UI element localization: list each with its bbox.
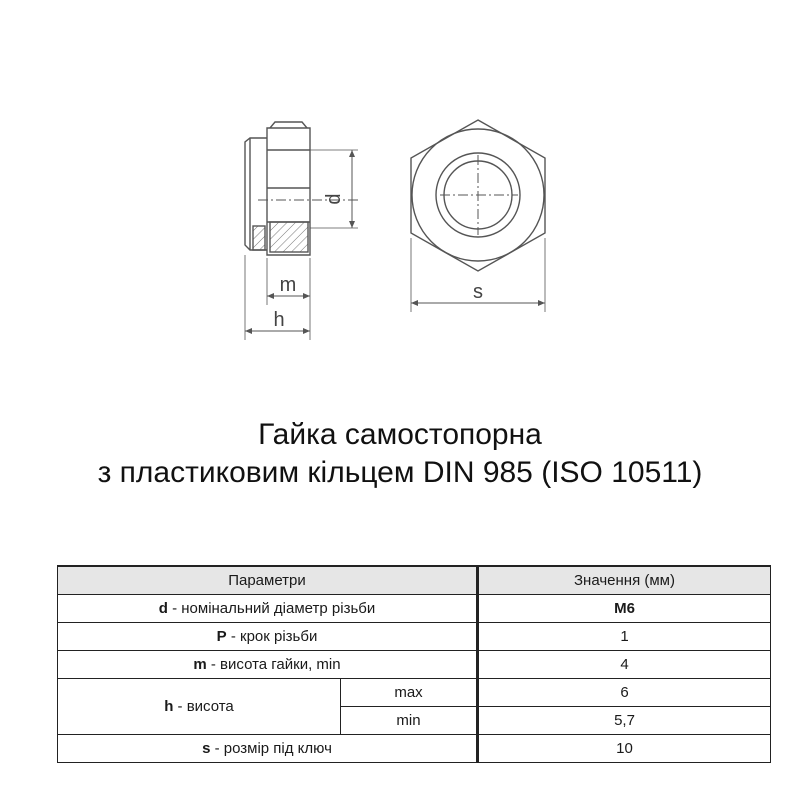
subparam-cell: max [341, 679, 478, 707]
table-header-row [58, 566, 771, 595]
value-cell [478, 595, 771, 623]
table-row [58, 651, 771, 679]
value-cell: 6 [478, 679, 771, 707]
title-line-1: Гайка самостопорна [258, 418, 542, 451]
dimension-label-h: h [273, 309, 285, 331]
param-cell [58, 651, 478, 679]
table-row [58, 735, 771, 763]
param-cell [58, 735, 478, 763]
table-row [58, 595, 771, 623]
dimension-label-s: s [473, 281, 483, 303]
value-cell: 4 [478, 651, 771, 679]
param-desc: - номінальний діаметр різьби [167, 600, 376, 617]
spec-table [57, 565, 771, 763]
param-symbol: s [202, 740, 211, 757]
header-parameters: Параметри [58, 566, 478, 595]
subparam-cell: min [341, 707, 478, 735]
title-line-2: з пластиковим кільцем DIN 985 (ISO 10511) [97, 456, 703, 489]
nut-side-view [245, 122, 360, 340]
value-cell: 1 [478, 623, 771, 651]
param-cell [58, 679, 341, 735]
dimension-label-d: d [323, 193, 345, 205]
param-desc: - крок різьби [226, 628, 318, 645]
param-cell [58, 595, 478, 623]
param-symbol: m [193, 656, 207, 673]
param-symbol: P [216, 628, 227, 645]
param-symbol: d [158, 600, 168, 617]
param-cell [58, 623, 478, 651]
value-cell: 5,7 [478, 707, 771, 735]
product-title [0, 416, 800, 492]
table-row [58, 623, 771, 651]
param-desc: - висота гайки, min [206, 656, 341, 673]
dimension-label-m: m [279, 274, 297, 296]
table-row [58, 679, 771, 707]
param-symbol: h [164, 698, 174, 715]
header-values: Значення (мм) [478, 566, 771, 595]
param-desc: - розмір під ключ [210, 740, 332, 757]
param-desc: - висота [173, 698, 234, 715]
value-text: M6 [614, 600, 635, 617]
value-cell: 10 [478, 735, 771, 763]
